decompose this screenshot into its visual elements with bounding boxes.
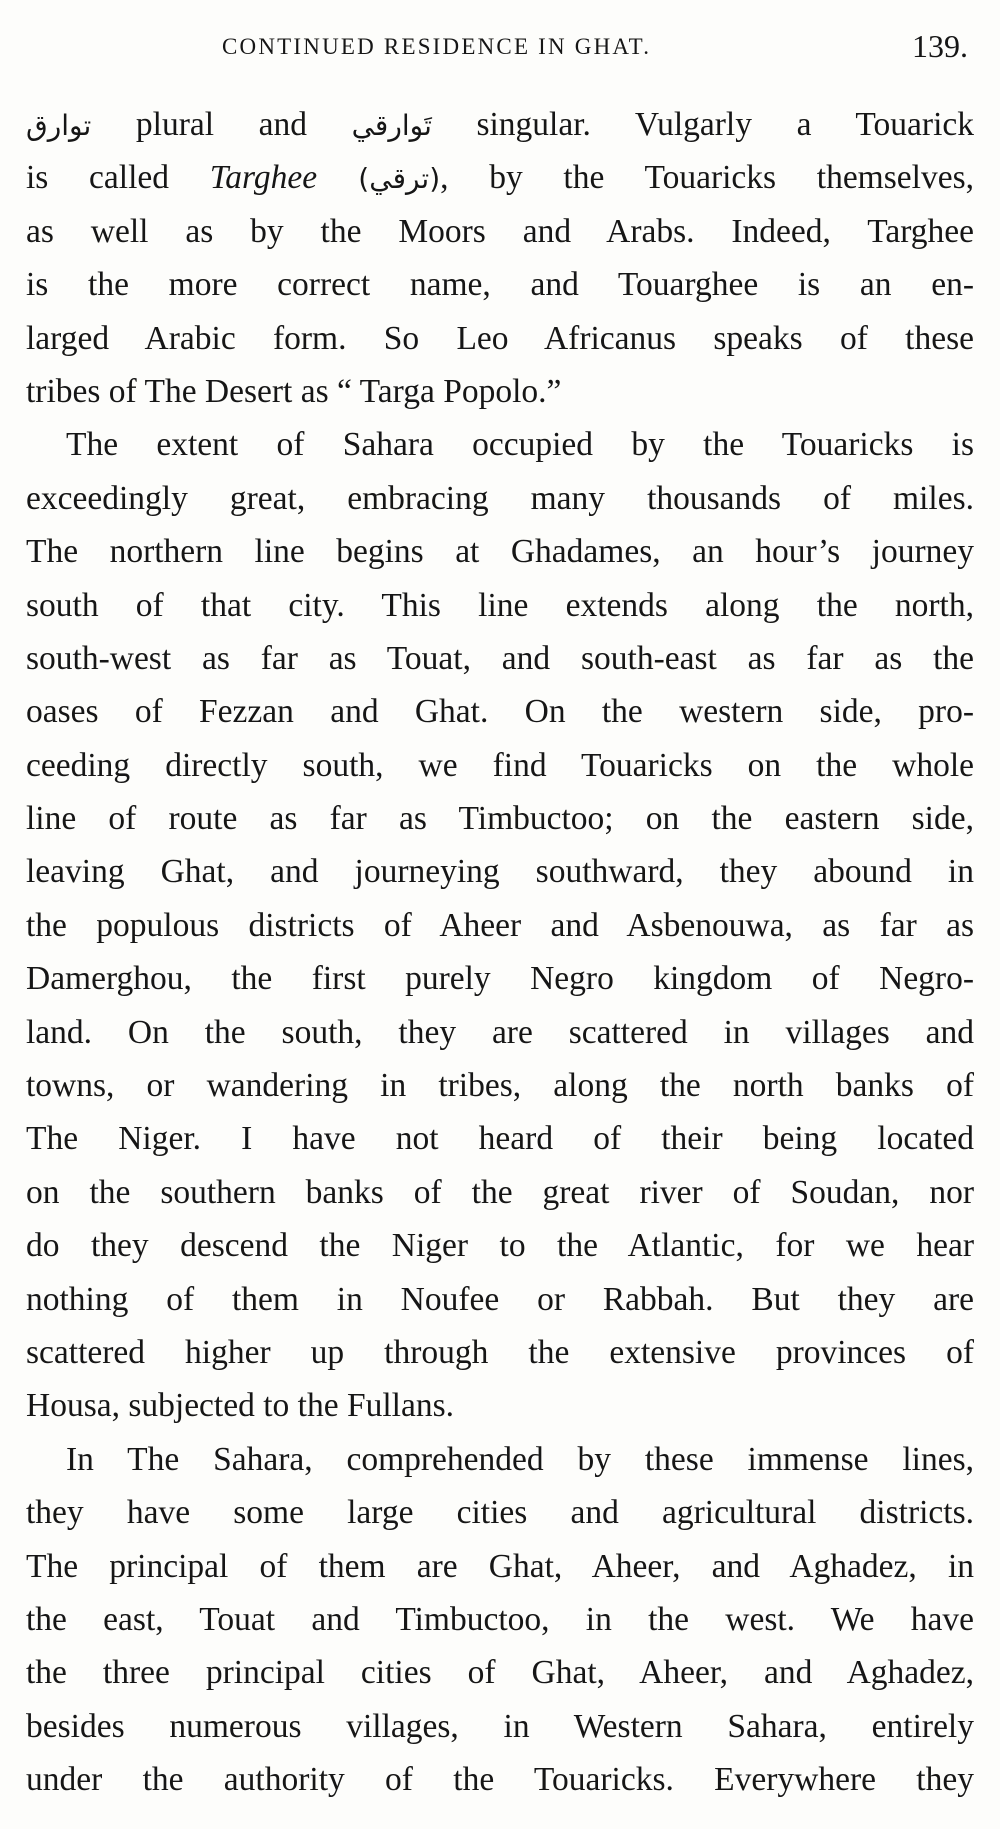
- text-line: scattered higher up through the extensive provinces of: [26, 1333, 974, 1371]
- text-line: the populous districts of Aheer and Asbenouwa, as far as: [26, 906, 974, 944]
- text-line: on the southern banks of the great river of Soudan, nor: [26, 1173, 974, 1211]
- text-line: tribes of The Desert as “ Targa Popolo.”: [26, 372, 562, 410]
- text-line: south-west as far as Touat, and south-east as far as the: [26, 639, 974, 677]
- text-line: The principal of them are Ghat, Aheer, and Aghadez, in: [26, 1547, 974, 1585]
- text-line: is the more correct name, and Touarghee is an en-: [26, 266, 974, 304]
- text-line: larged Arabic form. So Leo Africanus speaks of these: [26, 319, 974, 357]
- text-line: Housa, subjected to the Fullans.: [26, 1387, 454, 1425]
- text-line: Damerghou, the first purely Negro kingdom of Negro-: [26, 960, 974, 998]
- arabic-word-singular: تَوارقي: [351, 109, 432, 142]
- text-line: is called Targhee (ترقي), by the Touaricks themselves,: [26, 159, 974, 197]
- paragraph-first-line: In The Sahara, comprehended by these immense lines,: [66, 1440, 974, 1478]
- text-line: ceeding directly south, we find Touaricks on the whole: [26, 746, 974, 784]
- text-line: leaving Ghat, and journeying southward, they abound in: [26, 853, 974, 891]
- text-line: nothing of them in Noufee or Rabbah. But they are: [26, 1280, 974, 1318]
- text-line: land. On the south, they are scattered in villages and: [26, 1013, 974, 1051]
- arabic-word-targhee: (ترقي): [317, 162, 441, 196]
- running-title: CONTINUED RESIDENCE IN GHAT.: [222, 34, 652, 59]
- text-line: south of that city. This line extends along the north,: [26, 586, 974, 624]
- text-line: The Niger. I have not heard of their being located: [26, 1120, 974, 1158]
- text-line: توارق plural and تَوارقي singular. Vulgarly a Touarick: [26, 106, 974, 143]
- running-head: [26, 28, 974, 68]
- text-line: line of route as far as Timbuctoo; on the eastern side,: [26, 800, 974, 838]
- text-line: The northern line begins at Ghadames, an hour’s journey: [26, 533, 974, 571]
- page-number: 139.: [912, 28, 968, 64]
- text-line: exceedingly great, embracing many thousands of miles.: [26, 479, 974, 517]
- text-line: oases of Fezzan and Ghat. On the western side, pro-: [26, 693, 974, 731]
- body-text: [26, 98, 974, 1807]
- text-line: they have some large cities and agricultural districts.: [26, 1494, 974, 1532]
- paragraph-first-line: The extent of Sahara occupied by the Touaricks is: [66, 426, 974, 464]
- text-line: as well as by the Moors and Arabs. Indeed, Targhee: [26, 212, 974, 250]
- arabic-word-plural: توارق: [26, 109, 92, 142]
- text-line: the east, Touat and Timbuctoo, in the west. We have: [26, 1600, 974, 1638]
- text-line: towns, or wandering in tribes, along the north banks of: [26, 1067, 974, 1105]
- italic-term: Targhee: [209, 159, 318, 197]
- text-line: besides numerous villages, in Western Sahara, entirely: [26, 1707, 974, 1745]
- text-line: do they descend the Niger to the Atlantic, for we hear: [26, 1227, 974, 1265]
- text-line: the three principal cities of Ghat, Aheer, and Aghadez,: [26, 1654, 974, 1692]
- text-line: under the authority of the Touaricks. Everywhere they: [26, 1761, 974, 1799]
